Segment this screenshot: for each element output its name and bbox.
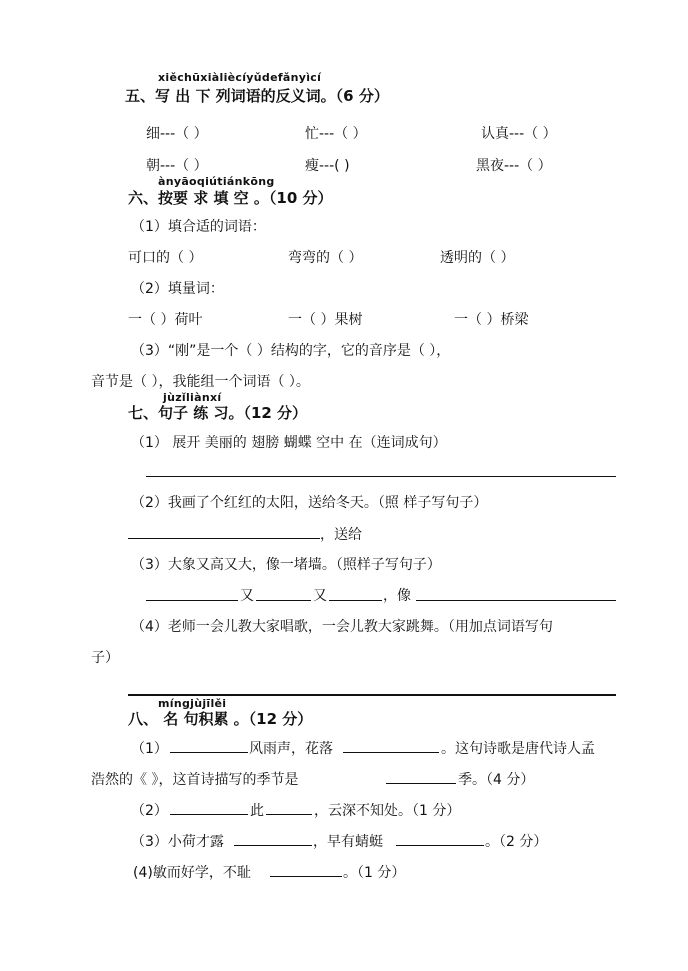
fill-item: 可口的（ ） [128,250,203,266]
question-7-1: （1） 展开 美丽的 翅膀 蝴蝶 空中 在（连词成句） [131,435,447,451]
question-8-1-text: 。这句诗歌是唐代诗人孟 [441,741,595,757]
fill-item: 透明的（ ） [440,250,515,266]
measure-word-item: 一（ ）果树 [288,312,363,328]
answer-line [146,600,238,601]
answer-line [170,814,248,815]
answer-line [266,814,312,815]
question-6-3: （3）“刚”是一个（ ）结构的字，它的音序是（ ）， [131,343,451,359]
answer-line [234,845,312,846]
answer-line [396,845,484,846]
you-word: 又 [240,588,254,604]
answer-line [386,783,456,784]
measure-word-item: 一（ ）桥梁 [454,312,529,328]
answer-line [146,476,616,477]
question-8-2-label: （2） [131,803,168,819]
question-8-2-text: ，云深不知处。（1 分） [314,803,461,819]
section5-title: 五、写 出 下 列词语的反义词。（6 分） [125,87,389,105]
section6-pinyin: ànyāoqiútiánkōng [158,175,275,188]
answer-line [416,600,616,601]
question-8-4: (4)敏而好学，不耻 [133,865,251,881]
question-7-2: （2）我画了个红红的太阳，送给冬天。（照 样子写句子） [131,495,488,511]
antonym-item: 忙---（ ） [305,126,367,142]
section7-title: 七、句子 练 习。（12 分） [128,404,308,422]
question-8-3-text: ，早有蜻蜓 [313,834,383,850]
question-6-3-cont: 音节是（ ），我能组一个词语（ ）。 [91,374,310,390]
answer-line [256,600,311,601]
question-8-3-text: 。（2 分） [485,834,548,850]
question-8-3: （3）小荷才露 [131,834,224,850]
answer-line [170,752,248,753]
question-8-2-text: 此 [250,803,264,819]
question-7-4: （4）老师一会儿教大家唱歌，一会儿教大家跳舞。（用加点词语写句 [131,619,553,635]
measure-word-item: 一（ ）荷叶 [128,312,203,328]
section6-title: 六、按要 求 填 空 。（10 分） [128,189,333,207]
answer-line [128,694,616,696]
answer-line [270,876,342,877]
antonym-item: 朝---（ ） [146,158,208,174]
question-6-1: （1）填合适的词语： [131,219,266,235]
antonym-item: 瘦---( ) [305,158,350,174]
antonym-item: 细---（ ） [146,126,208,142]
section7-pinyin: jùzǐliànxí [163,391,222,404]
question-7-2-suffix: ，送给 [320,527,362,543]
question-7-3: （3）大象又高又大，像一堵墙。（照样子写句子） [131,557,441,573]
section5-pinyin: xiěchūxiàliècíyǔdefǎnyìcí [158,71,322,84]
question-8-1-cont: 浩然的《 》，这首诗描写的季节是 [91,772,299,788]
question-8-1-text: 风雨声，花落 [249,741,333,757]
fill-item: 弯弯的（ ） [288,250,363,266]
antonym-item: 黑夜---（ ） [476,158,552,174]
answer-line [329,600,382,601]
section8-pinyin: míngjùjīlěi [158,697,227,710]
question-8-4-text: 。（1 分） [343,865,406,881]
question-7-4-cont: 子） [91,650,119,666]
answer-line [343,752,439,753]
antonym-item: 认真---（ ） [481,126,557,142]
answer-line [128,538,320,539]
xiang-word: ，像 [383,588,411,604]
question-8-1-label: （1） [131,741,168,757]
section8-title: 八、 名 句积累 。（12 分） [128,710,313,728]
you-word: 又 [313,588,327,604]
question-8-1-cont: 季。（4 分） [458,772,535,788]
question-6-2: （2）填量词： [131,281,224,297]
